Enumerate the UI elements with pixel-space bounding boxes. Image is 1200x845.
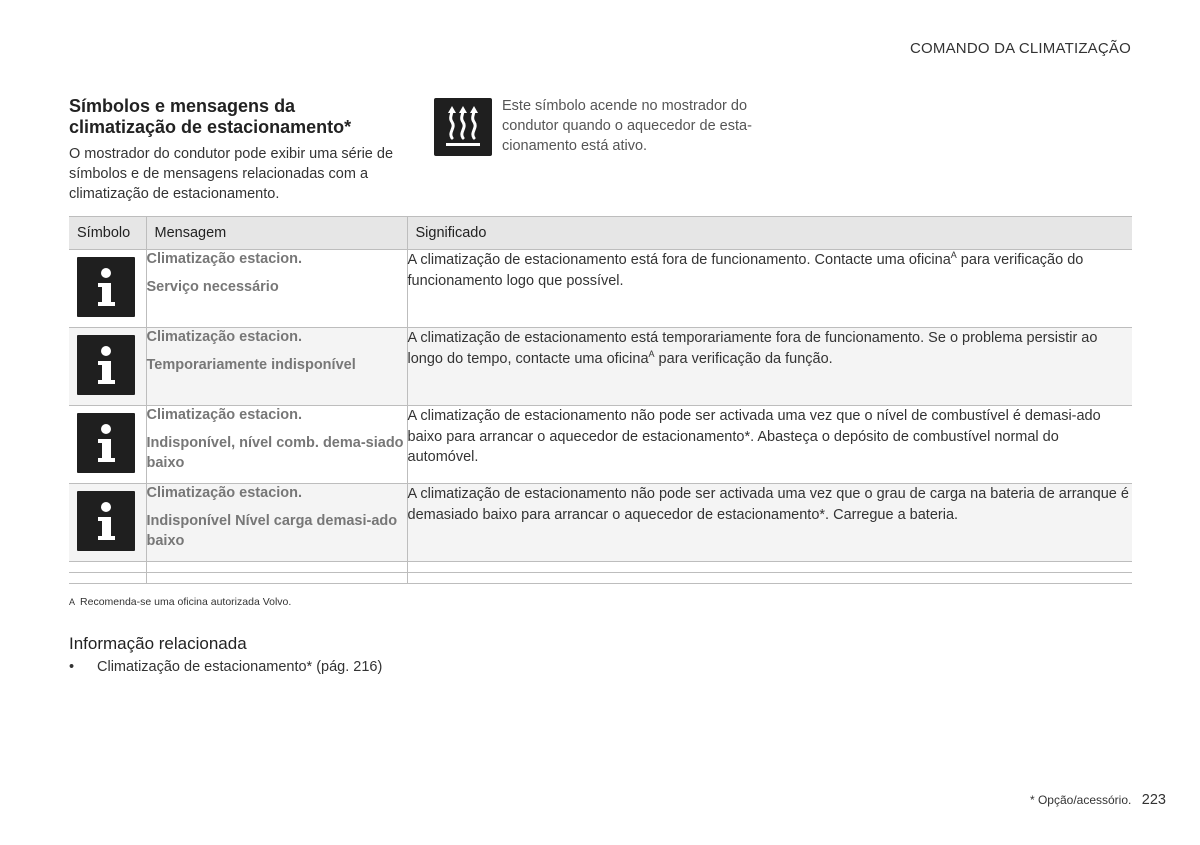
message-title: Climatização estacion.	[146, 407, 303, 423]
page-footer	[1030, 791, 1166, 809]
info-icon	[77, 257, 135, 317]
table-filler-row	[69, 562, 1132, 573]
message-title: Climatização estacion.	[146, 251, 303, 267]
col-header-symbol: Símbolo	[69, 217, 146, 250]
section-title: Símbolos e mensagens da climatização de estacionamento*	[69, 96, 352, 137]
messages-table	[69, 216, 1132, 584]
meaning-text-cont: para verificação do funcionamento logo que possível.	[407, 252, 1084, 289]
meaning-cell	[407, 484, 1132, 562]
col-header-meaning: Significado	[407, 217, 1132, 250]
meaning-cell	[407, 406, 1132, 484]
message-cell	[146, 250, 407, 328]
meaning-text: A climatização de estacionamento não pode ser activada uma vez que o grau de carga na bateria de arranque é demasiado baixo para arrancar o aquecedor de estacionamento*. Carregue a bateria.	[407, 486, 1129, 523]
meaning-cell	[407, 328, 1132, 406]
message-cell	[146, 484, 407, 562]
intro-section	[69, 96, 404, 204]
parking-heater-icon	[434, 98, 492, 156]
bullet-icon: •	[69, 659, 75, 675]
message-subtitle: Temporariamente indisponível	[146, 357, 356, 373]
footnote-ref: A	[648, 348, 655, 359]
related-info-title: Informação relacionada	[69, 634, 247, 653]
message-title: Climatização estacion.	[146, 329, 303, 345]
symbol-cell	[69, 328, 146, 406]
meaning-cell	[407, 250, 1132, 328]
message-cell	[146, 328, 407, 406]
symbol-cell	[69, 250, 146, 328]
meaning-text: A climatização de estacionamento está temporariamente fora de funcionamento. Se o problema persistir ao longo do tempo, contacte uma oficina	[407, 330, 1098, 367]
related-info-link[interactable]: Climatização de estacionamento* (pág. 216)	[97, 659, 383, 675]
intro-text: O mostrador do condutor pode exibir uma série de símbolos e de mensagens relacionadas com a climatização de estacionamento.	[69, 146, 394, 202]
table-header-row	[69, 217, 1132, 250]
meaning-text-cont: para verificação da função.	[654, 350, 833, 367]
table-row	[69, 250, 1132, 328]
table-footnote	[69, 596, 291, 608]
table-filler-row	[69, 573, 1132, 584]
symbol-cell	[69, 484, 146, 562]
footnote-mark: A	[69, 597, 76, 607]
symbol-cell	[69, 406, 146, 484]
message-subtitle: Indisponível, nível comb. dema-siado baixo	[146, 435, 404, 471]
table-row	[69, 484, 1132, 562]
footnote-text: Recomenda-se uma oficina autorizada Volvo.	[80, 596, 292, 608]
col-header-message: Mensagem	[146, 217, 407, 250]
meaning-text: A climatização de estacionamento está fora de funcionamento. Contacte uma oficina	[407, 252, 951, 268]
message-subtitle: Serviço necessário	[146, 279, 279, 295]
info-icon	[77, 491, 135, 551]
message-title: Climatização estacion.	[146, 485, 303, 501]
info-icon	[77, 413, 135, 473]
meaning-text: A climatização de estacionamento não pode ser activada uma vez que o nível de combustível é demasi-ado baixo para arrancar o aquecedor de estacionamento*. Abasteça o depósito de combustível normal do automóvel.	[407, 408, 1101, 465]
page-number: 223	[1141, 792, 1166, 808]
table-row	[69, 406, 1132, 484]
message-subtitle: Indisponível Nível carga demasi-ado baixo	[146, 513, 398, 549]
info-icon	[77, 335, 135, 395]
footnote-ref: A	[950, 250, 957, 261]
related-info-item[interactable]	[69, 657, 382, 677]
option-note: * Opção/acessório.	[1029, 793, 1132, 807]
table-row	[69, 328, 1132, 406]
running-header: COMANDO DA CLIMATIZAÇÃO	[909, 40, 1131, 57]
heater-symbol-description: Este símbolo acende no mostrador do condutor quando o aquecedor de esta-cionamento está ativo.	[502, 98, 752, 154]
message-cell	[146, 406, 407, 484]
related-info-list	[69, 657, 382, 677]
